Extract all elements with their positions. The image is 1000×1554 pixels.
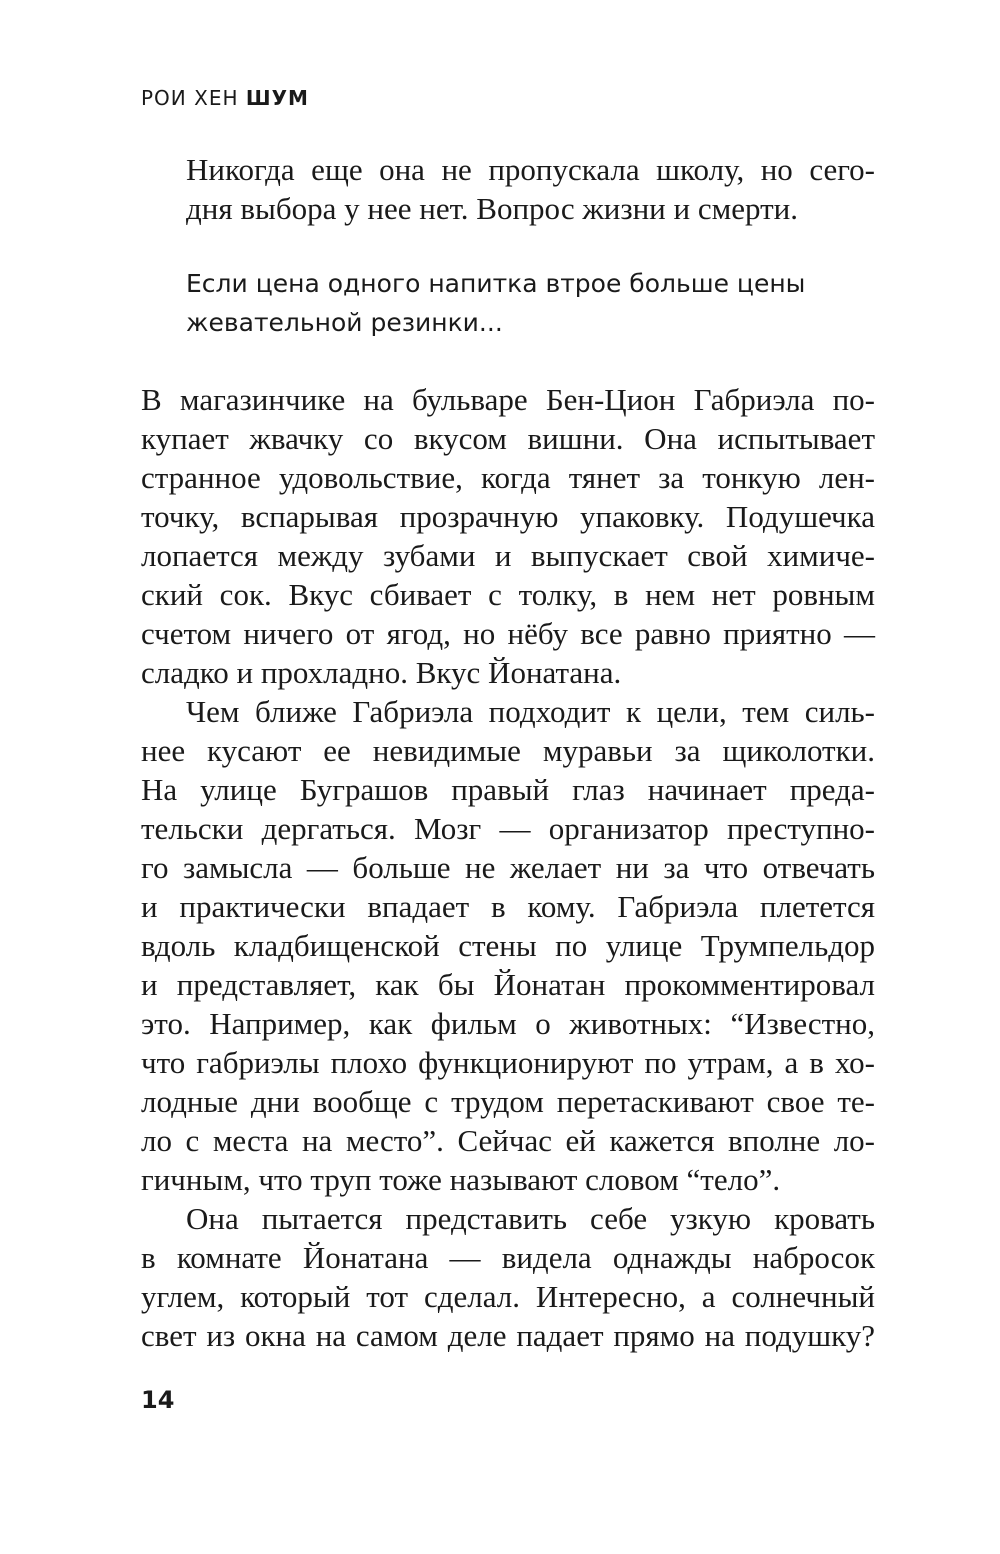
text-line: что габриэлы плохо функционируют по утрам, а в хо-: [141, 1045, 875, 1080]
text-line: свет из окна на самом деле падает прямо на подушку?: [141, 1318, 875, 1353]
text-line: дня выбора у нее нет. Вопрос жизни и смерти.: [186, 191, 798, 226]
text-line: ло с места на место”. Сейчас ей кажется вполне ло-: [141, 1123, 875, 1158]
problem-line: жевательной резинки...: [186, 308, 503, 337]
running-head: [141, 86, 309, 110]
text-line: Чем ближе Габриэла подходит к цели, тем силь-: [186, 694, 875, 729]
text-line: лопается между зубами и выпускает свой химиче-: [141, 538, 875, 573]
page-number: 14: [141, 1386, 175, 1414]
running-head-title: ШУМ: [245, 86, 309, 110]
text-line: странное удовольствие, когда тянет за тонкую лен-: [141, 460, 875, 495]
text-line: Никогда еще она не пропускала школу, но сего-: [186, 152, 875, 187]
text-line: ский сок. Вкус сбивает с толку, в нем нет ровным: [141, 577, 875, 612]
running-head-author: РОИ ХЕН: [141, 86, 239, 110]
text-line: нее кусают ее невидимые муравьи за щиколотки.: [141, 733, 875, 768]
text-line: го замысла — больше не желает ни за что отвечать: [141, 850, 875, 885]
opening-paragraph: [141, 150, 875, 228]
text-line: счетом ничего от ягод, но нёбу все равно приятно —: [141, 616, 875, 651]
text-line: тельски дергаться. Мозг — организатор преступно-: [141, 811, 875, 846]
text-line: В магазинчике на бульваре Бен-Цион Габриэла по-: [141, 382, 875, 417]
math-problem-text: [186, 264, 876, 342]
text-line: в комнате Йонатана — видела однажды набросок: [141, 1240, 875, 1275]
body-text: [141, 380, 875, 1355]
problem-line: Если цена одного напитка втрое больше цены: [186, 269, 806, 298]
text-line: гичным, что труп тоже называют словом “тело”.: [141, 1162, 781, 1197]
text-line: купает жвачку со вкусом вишни. Она испытывает: [141, 421, 875, 456]
text-line: и практически впадает в кому. Габриэла плетется: [141, 889, 875, 924]
text-line: Она пытается представить себе узкую кровать: [186, 1201, 875, 1236]
text-line: это. Например, как фильм о животных: “Известно,: [141, 1006, 875, 1041]
text-line: углем, который тот сделал. Интересно, а солнечный: [141, 1279, 875, 1314]
text-line: и представляет, как бы Йонатан прокомментировал: [141, 967, 875, 1002]
text-line: лодные дни вообще с трудом перетаскивают свое те-: [141, 1084, 875, 1119]
text-line: сладко и прохладно. Вкус Йонатана.: [141, 655, 622, 690]
text-line: точку, вспарывая прозрачную упаковку. Подушечка: [141, 499, 875, 534]
text-line: вдоль кладбищенской стены по улице Трумпельдор: [141, 928, 875, 963]
text-line: На улице Буграшов правый глаз начинает преда-: [141, 772, 875, 807]
